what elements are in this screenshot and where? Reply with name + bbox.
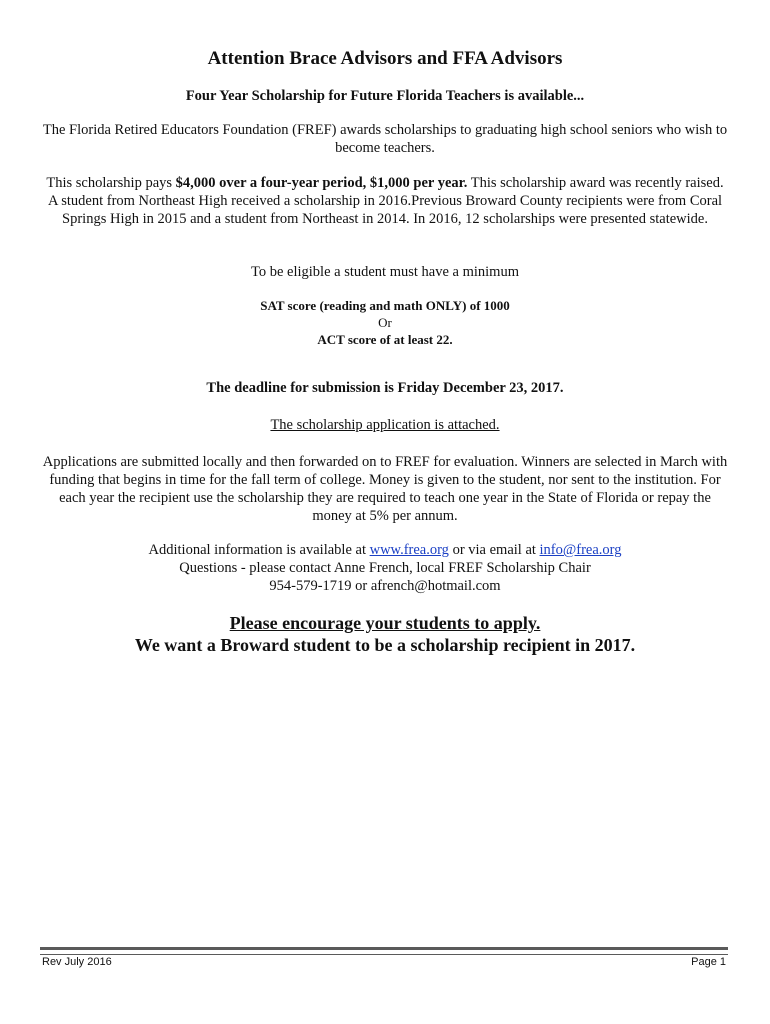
footer-revision: Rev July 2016	[42, 956, 112, 968]
sat-requirement: SAT score (reading and math ONLY) of 1000	[260, 298, 510, 313]
footer-divider	[40, 947, 728, 955]
page-title: Attention Brace Advisors and FFA Advisors	[207, 48, 563, 69]
questions-line: Questions - please contact Anne French, local FREF Scholarship Chair	[179, 560, 591, 576]
or-separator: Or	[378, 315, 392, 330]
attachment-text: The scholarship application is attached.	[270, 417, 500, 433]
document-page	[40, 0, 730, 1024]
contact-block	[40, 541, 730, 595]
award-amount: $4,000 over a four-year period, $1,000 per year.	[175, 175, 468, 191]
attachment-notice	[40, 416, 730, 434]
info-line	[40, 541, 730, 559]
email-link[interactable]: info@frea.org	[539, 542, 622, 558]
website-link[interactable]: www.frea.org	[369, 542, 449, 558]
award-details: This scholarship award was recently raised. A student from Northeast High received a scholarship in 2016.Previous Broward County recipients were from Coral Springs High in 2015 and a student from Northeast in 2014. In 2016, 12 scholarships were presented statewide.	[47, 175, 724, 227]
info-middle: or via email at	[448, 542, 540, 558]
goal-heading: We want a Broward student to be a scholarship recipient in 2017.	[134, 635, 636, 655]
process-paragraph: Applications are submitted locally and then forwarded on to FREF for evaluation. Winners are selected in March with funding that begins in time for the fall term of college. Money is given to the student, nor sent to the institution. For each year the recipient use the scholarship they are required to teach one year in the State of Florida or repay the money at 5% per annum.	[42, 454, 728, 524]
act-requirement: ACT score of at least 22.	[317, 332, 453, 347]
phone-line: 954-579-1719 or afrench@hotmail.com	[269, 578, 501, 594]
award-prefix: This scholarship pays	[46, 175, 176, 191]
info-prefix: Additional information is available at	[148, 542, 370, 558]
deadline-notice: The deadline for submission is Friday December 23, 2017.	[206, 380, 564, 396]
intro-paragraph: The Florida Retired Educators Foundation (FREF) awards scholarships to graduating high school seniors who wish to become teachers.	[42, 122, 728, 156]
footer-page-number: Page 1	[691, 956, 726, 968]
page-subtitle: Four Year Scholarship for Future Florida Teachers is available...	[185, 88, 585, 104]
encourage-heading: Please encourage your students to apply.	[229, 613, 541, 633]
eligibility-intro: To be eligible a student must have a minimum	[251, 264, 519, 280]
award-paragraph	[40, 174, 730, 228]
